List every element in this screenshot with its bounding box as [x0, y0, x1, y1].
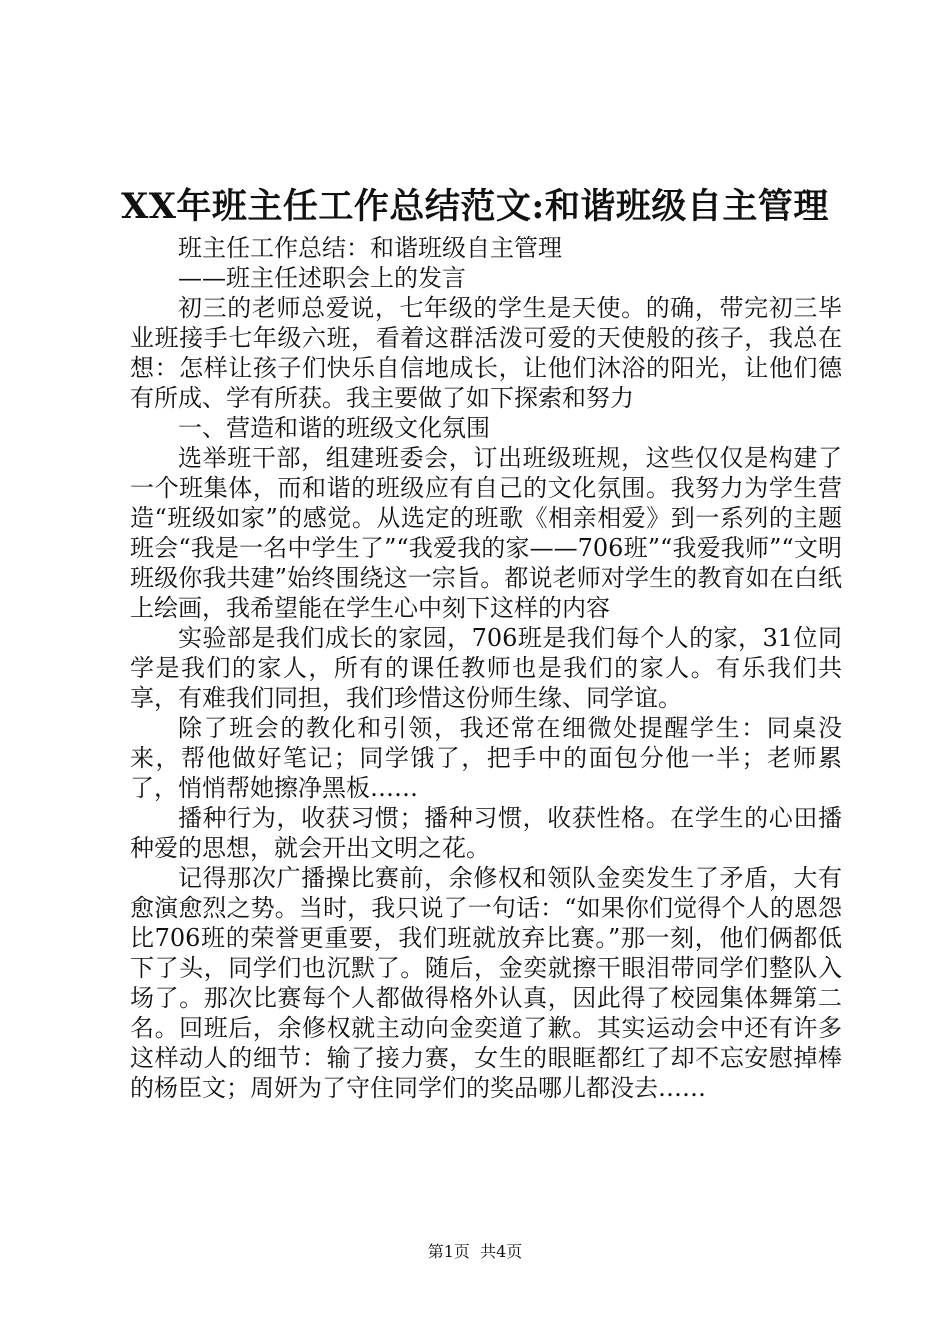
document-title: XX年班主任工作总结范文:和谐班级自主管理: [121, 186, 829, 227]
body-paragraph: 实验部是我们成长的家园，706班是我们每个人的家，31位同学是我们的家人，所有的课任教师也是我们的家人。有乐我们共享，有难我们同担，我们珍惜这份师生缘、同学谊。: [130, 624, 842, 712]
subtitle-paragraph: 班主任工作总结：和谐班级自主管理: [178, 234, 562, 262]
body-paragraph: 选举班干部，组建班委会，订出班级班规，这些仅仅是构建了一个班集体，而和谐的班级应有自己的文化氛围。我努力为学生营造“班级如家”的感觉。从选定的班歌《相亲相爱》到一系列的主题班会“我是一名中学生了”“我爱我的家——706班”“我爱我师”“文明班级你我共建”始终围绕这一宗旨。都说老师对学生的教育如在白纸上绘画，我希望能在学生心中刻下这样的内容: [130, 444, 842, 622]
body-paragraph: 记得那次广播操比赛前，余修权和领队金奕发生了矛盾，大有愈演愈烈之势。当时，我只说了一句话：“如果你们觉得个人的恩怨比706班的荣誉更重要，我们班就放弃比赛。”那一刻，他们俩都低下了头，同学们也沉默了。随后，金奕就擦干眼泪带同学们整队入场了。那次比赛每个人都做得格外认真，因此得了校园集体舞第二名。回班后，余修权就主动向金奕道了歉。其实运动会中还有许多这样动人的细节：输了接力赛，女生的眼眶都红了却不忘安慰掉棒的杨臣文；周妍为了守住同学们的奖品哪儿都没去……: [130, 864, 842, 1102]
body-paragraph: 除了班会的教化和引领，我还常在细微处提醒学生：同桌没来，帮他做好笔记；同学饿了，把手中的面包分他一半；老师累了，悄悄帮她擦净黑板……: [130, 714, 842, 802]
page-footer: 第1页 共4页: [427, 1242, 523, 1261]
section-heading: 一、营造和谐的班级文化氛围: [178, 414, 490, 442]
intro-paragraph: 初三的老师总爱说，七年级的学生是天使。的确，带完初三毕业班接手七年级六班，看着这群活泼可爱的天使般的孩子，我总在想：怎样让孩子们快乐自信地成长，让他们沐浴的阳光，让他们德有所成、学有所获。我主要做了如下探索和努力: [130, 294, 842, 412]
body-paragraph: 播种行为，收获习惯；播种习惯，收获性格。在学生的心田播种爱的思想，就会开出文明之花。: [130, 804, 842, 862]
speech-note-paragraph: ——班主任述职会上的发言: [178, 264, 466, 292]
document-body: [130, 233, 842, 1103]
